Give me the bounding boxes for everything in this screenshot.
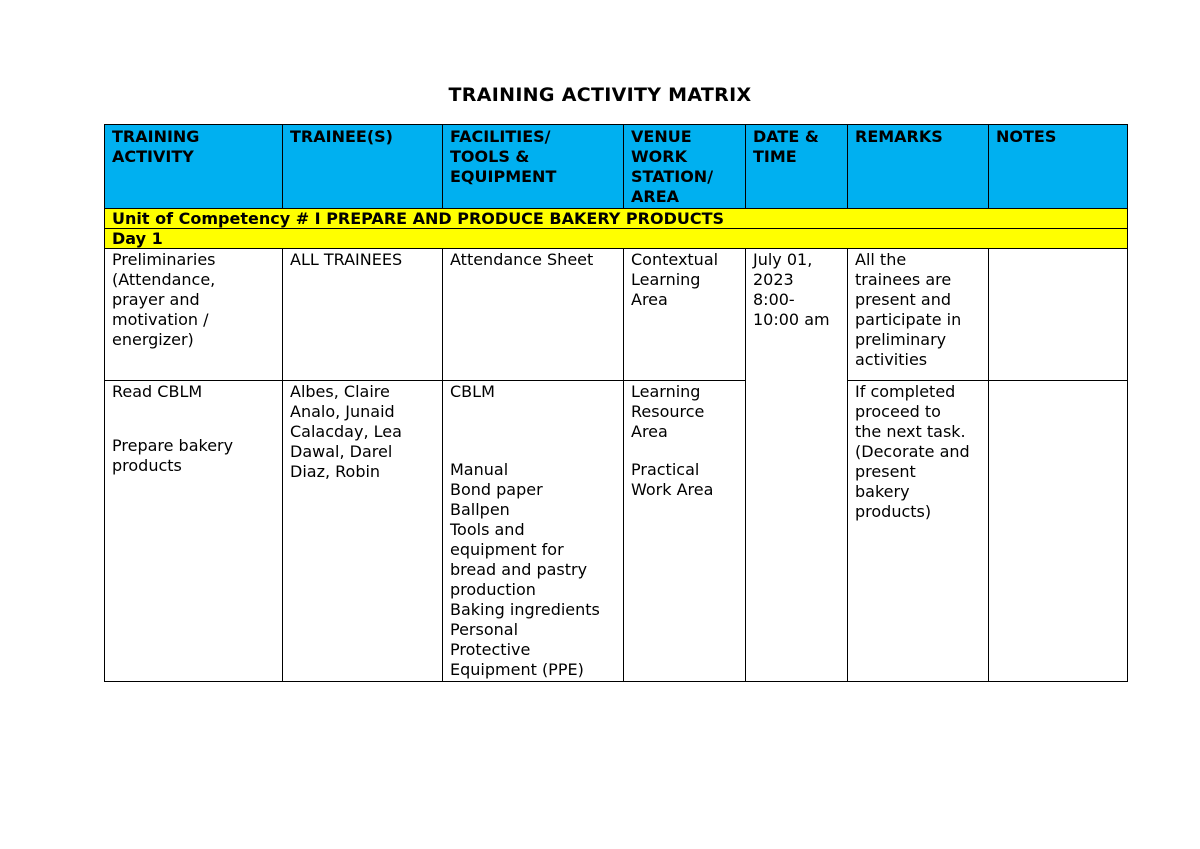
- notes-cell: [989, 249, 1128, 381]
- header-row: [105, 125, 1128, 209]
- facilities-cell: CBLM Manual Bond paper Ballpen Tools and equipment for bread and pastry production Baking ingredients Personal Protective Equipment (PPE): [443, 381, 624, 682]
- table-row: [105, 249, 1128, 381]
- header-facilities: FACILITIES/ TOOLS & EQUIPMENT: [443, 125, 624, 209]
- unit-of-competency-row: [105, 209, 1128, 229]
- header-notes: NOTES: [989, 125, 1128, 209]
- header-trainees: TRAINEE(S): [283, 125, 443, 209]
- table-row: [105, 381, 1128, 682]
- notes-cell: [989, 381, 1128, 682]
- venue-cell: Contextual Learning Area: [624, 249, 746, 381]
- header-venue: VENUE WORK STATION/ AREA: [624, 125, 746, 209]
- header-remarks: REMARKS: [848, 125, 989, 209]
- header-date-time: DATE & TIME: [746, 125, 848, 209]
- trainees-cell: ALL TRAINEES: [283, 249, 443, 381]
- date-time-cell: July 01, 2023 8:00- 10:00 am: [746, 249, 848, 682]
- training-activity-table: [104, 124, 1128, 682]
- day-label: Day 1: [105, 229, 1128, 249]
- header-training-activity: TRAINING ACTIVITY: [105, 125, 283, 209]
- remarks-cell: If completed proceed to the next task. (Decorate and present bakery products): [848, 381, 989, 682]
- trainees-cell: Albes, Claire Analo, Junaid Calacday, Lea Dawal, Darel Diaz, Robin: [283, 381, 443, 682]
- activity-cell: Preliminaries (Attendance, prayer and motivation / energizer): [105, 249, 283, 381]
- venue-cell: Learning Resource Area Practical Work Area: [624, 381, 746, 682]
- activity-cell: Read CBLM Prepare bakery products: [105, 381, 283, 682]
- remarks-cell: All the trainees are present and participate in preliminary activities: [848, 249, 989, 381]
- page-title: TRAINING ACTIVITY MATRIX: [448, 84, 752, 106]
- day-row: [105, 229, 1128, 249]
- unit-of-competency-label: Unit of Competency # I PREPARE AND PRODUCE BAKERY PRODUCTS: [105, 209, 1128, 229]
- facilities-cell: Attendance Sheet: [443, 249, 624, 381]
